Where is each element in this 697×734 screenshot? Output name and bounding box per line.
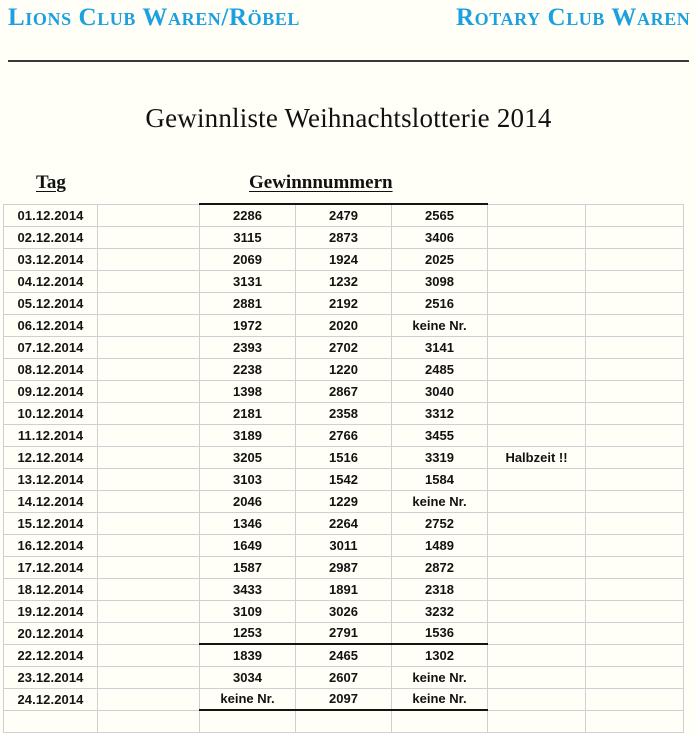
cell-winning-number: 3205	[200, 446, 296, 468]
cell-empty	[392, 710, 488, 732]
cell-note	[488, 468, 586, 490]
cell-date: 19.12.2014	[4, 600, 98, 622]
cell-trailing	[586, 336, 684, 358]
cell-spacer	[98, 358, 200, 380]
cell-winning-number: 2872	[392, 556, 488, 578]
table-row	[4, 270, 684, 292]
cell-winning-number: 2025	[392, 248, 488, 270]
cell-winning-number: 2393	[200, 336, 296, 358]
cell-date: 17.12.2014	[4, 556, 98, 578]
cell-trailing	[586, 666, 684, 688]
cell-winning-number: 1253	[200, 622, 296, 644]
cell-winning-number: 3098	[392, 270, 488, 292]
cell-winning-number: 3026	[296, 600, 392, 622]
cell-note	[488, 380, 586, 402]
cell-trailing	[586, 622, 684, 644]
table-row	[4, 490, 684, 512]
cell-winning-number: 2069	[200, 248, 296, 270]
table-row-empty	[4, 710, 684, 732]
cell-winning-number: 1302	[392, 644, 488, 666]
table-row	[4, 402, 684, 424]
cell-trailing	[586, 226, 684, 248]
cell-note	[488, 666, 586, 688]
table-row	[4, 248, 684, 270]
cell-winning-number: 1839	[200, 644, 296, 666]
cell-date: 15.12.2014	[4, 512, 98, 534]
cell-spacer	[98, 578, 200, 600]
cell-spacer	[98, 402, 200, 424]
cell-winning-number: 1649	[200, 534, 296, 556]
cell-date: 04.12.2014	[4, 270, 98, 292]
cell-winning-number: keine Nr.	[200, 688, 296, 710]
cell-date: 02.12.2014	[4, 226, 98, 248]
table-row	[4, 512, 684, 534]
cell-note	[488, 578, 586, 600]
cell-winning-number: 3103	[200, 468, 296, 490]
cell-trailing	[586, 512, 684, 534]
table-row	[4, 204, 684, 226]
cell-winning-number: 2479	[296, 204, 392, 226]
table-row	[4, 534, 684, 556]
cell-trailing	[586, 644, 684, 666]
cell-date: 22.12.2014	[4, 644, 98, 666]
cell-spacer	[98, 644, 200, 666]
cell-empty	[586, 710, 684, 732]
table-row	[4, 446, 684, 468]
cell-winning-number: 2286	[200, 204, 296, 226]
table-row	[4, 666, 684, 688]
cell-winning-number: 2046	[200, 490, 296, 512]
cell-winning-number: 1489	[392, 534, 488, 556]
cell-trailing	[586, 468, 684, 490]
cell-trailing	[586, 358, 684, 380]
cell-note	[488, 336, 586, 358]
cell-winning-number: 1229	[296, 490, 392, 512]
cell-date: 20.12.2014	[4, 622, 98, 644]
cell-note	[488, 622, 586, 644]
cell-winning-number: 3034	[200, 666, 296, 688]
cell-winning-number: 1542	[296, 468, 392, 490]
cell-trailing	[586, 248, 684, 270]
cell-empty	[488, 710, 586, 732]
table-row	[4, 226, 684, 248]
cell-date: 24.12.2014	[4, 688, 98, 710]
lions-club-name: Lions Club Waren/Röbel	[8, 4, 301, 31]
club-header-banner	[0, 0, 697, 54]
cell-winning-number: keine Nr.	[392, 314, 488, 336]
cell-winning-number: keine Nr.	[392, 688, 488, 710]
cell-winning-number: 2020	[296, 314, 392, 336]
cell-note	[488, 556, 586, 578]
cell-trailing	[586, 600, 684, 622]
cell-winning-number: 1346	[200, 512, 296, 534]
cell-winning-number: 2516	[392, 292, 488, 314]
cell-note	[488, 534, 586, 556]
cell-winning-number: 2192	[296, 292, 392, 314]
prize-table	[3, 203, 684, 733]
cell-winning-number: 1587	[200, 556, 296, 578]
cell-note	[488, 402, 586, 424]
cell-trailing	[586, 380, 684, 402]
cell-winning-number: 1398	[200, 380, 296, 402]
cell-winning-number: 2702	[296, 336, 392, 358]
cell-date: 12.12.2014	[4, 446, 98, 468]
cell-trailing	[586, 688, 684, 710]
cell-winning-number: 1584	[392, 468, 488, 490]
cell-date: 11.12.2014	[4, 424, 98, 446]
cell-spacer	[98, 248, 200, 270]
cell-winning-number: 1536	[392, 622, 488, 644]
cell-date: 23.12.2014	[4, 666, 98, 688]
cell-note	[488, 204, 586, 226]
cell-note	[488, 292, 586, 314]
column-heading-day: Tag	[36, 172, 66, 193]
cell-winning-number: 2881	[200, 292, 296, 314]
cell-winning-number: 3312	[392, 402, 488, 424]
cell-spacer	[98, 600, 200, 622]
table-row	[4, 688, 684, 710]
cell-date: 10.12.2014	[4, 402, 98, 424]
cell-trailing	[586, 402, 684, 424]
cell-winning-number: 2181	[200, 402, 296, 424]
cell-winning-number: 2465	[296, 644, 392, 666]
table-row	[4, 424, 684, 446]
cell-spacer	[98, 336, 200, 358]
cell-date: 06.12.2014	[4, 314, 98, 336]
cell-date: 08.12.2014	[4, 358, 98, 380]
table-row	[4, 468, 684, 490]
cell-winning-number: 2766	[296, 424, 392, 446]
cell-date: 09.12.2014	[4, 380, 98, 402]
cell-note	[488, 688, 586, 710]
cell-winning-number: 3406	[392, 226, 488, 248]
cell-winning-number: 1232	[296, 270, 392, 292]
cell-note	[488, 600, 586, 622]
cell-winning-number: 3040	[392, 380, 488, 402]
cell-winning-number: 3115	[200, 226, 296, 248]
cell-date: 05.12.2014	[4, 292, 98, 314]
cell-winning-number: 2607	[296, 666, 392, 688]
cell-winning-number: 2318	[392, 578, 488, 600]
cell-winning-number: 2264	[296, 512, 392, 534]
cell-trailing	[586, 534, 684, 556]
cell-winning-number: 3433	[200, 578, 296, 600]
cell-date: 07.12.2014	[4, 336, 98, 358]
cell-spacer	[98, 688, 200, 710]
cell-spacer	[98, 666, 200, 688]
cell-note: Halbzeit !!	[488, 446, 586, 468]
cell-trailing	[586, 314, 684, 336]
cell-trailing	[586, 446, 684, 468]
cell-trailing	[586, 270, 684, 292]
cell-spacer	[98, 556, 200, 578]
cell-empty	[4, 710, 98, 732]
cell-winning-number: 2238	[200, 358, 296, 380]
cell-date: 01.12.2014	[4, 204, 98, 226]
cell-spacer	[98, 468, 200, 490]
cell-spacer	[98, 226, 200, 248]
cell-spacer	[98, 446, 200, 468]
cell-spacer	[98, 314, 200, 336]
table-row	[4, 314, 684, 336]
table-row	[4, 358, 684, 380]
cell-winning-number: keine Nr.	[392, 666, 488, 688]
cell-note	[488, 248, 586, 270]
cell-note	[488, 358, 586, 380]
cell-trailing	[586, 556, 684, 578]
cell-trailing	[586, 292, 684, 314]
cell-date: 03.12.2014	[4, 248, 98, 270]
cell-winning-number: keine Nr.	[392, 490, 488, 512]
page-title: Gewinnliste Weihnachtslotterie 2014	[145, 103, 552, 133]
cell-trailing	[586, 204, 684, 226]
cell-winning-number: 1972	[200, 314, 296, 336]
cell-note	[488, 270, 586, 292]
cell-winning-number: 1516	[296, 446, 392, 468]
table-row	[4, 380, 684, 402]
cell-date: 13.12.2014	[4, 468, 98, 490]
cell-trailing	[586, 578, 684, 600]
cell-note	[488, 424, 586, 446]
cell-winning-number: 2791	[296, 622, 392, 644]
cell-winning-number: 3232	[392, 600, 488, 622]
cell-spacer	[98, 292, 200, 314]
header-divider-rule	[8, 60, 689, 62]
cell-spacer	[98, 380, 200, 402]
cell-winning-number: 2097	[296, 688, 392, 710]
cell-winning-number: 3455	[392, 424, 488, 446]
cell-winning-number: 2752	[392, 512, 488, 534]
cell-winning-number: 1220	[296, 358, 392, 380]
cell-winning-number: 2987	[296, 556, 392, 578]
cell-winning-number: 3189	[200, 424, 296, 446]
cell-note	[488, 314, 586, 336]
table-row	[4, 336, 684, 358]
cell-date: 18.12.2014	[4, 578, 98, 600]
cell-spacer	[98, 534, 200, 556]
cell-winning-number: 2867	[296, 380, 392, 402]
cell-trailing	[586, 490, 684, 512]
cell-spacer	[98, 622, 200, 644]
cell-date: 16.12.2014	[4, 534, 98, 556]
cell-winning-number: 3141	[392, 336, 488, 358]
cell-winning-number: 1924	[296, 248, 392, 270]
table-row	[4, 622, 684, 644]
table-row	[4, 556, 684, 578]
cell-empty	[200, 710, 296, 732]
table-row	[4, 578, 684, 600]
cell-note	[488, 512, 586, 534]
cell-spacer	[98, 424, 200, 446]
cell-empty	[296, 710, 392, 732]
cell-trailing	[586, 424, 684, 446]
cell-winning-number: 1891	[296, 578, 392, 600]
cell-note	[488, 226, 586, 248]
cell-note	[488, 644, 586, 666]
rotary-club-name: Rotary Club Waren	[456, 4, 691, 31]
cell-winning-number: 2873	[296, 226, 392, 248]
cell-winning-number: 2565	[392, 204, 488, 226]
cell-empty	[98, 710, 200, 732]
prize-table-sheet	[3, 203, 683, 733]
cell-winning-number: 3131	[200, 270, 296, 292]
column-heading-numbers: Gewinnnummern	[249, 172, 393, 193]
cell-winning-number: 3011	[296, 534, 392, 556]
cell-winning-number: 2358	[296, 402, 392, 424]
cell-spacer	[98, 204, 200, 226]
table-row	[4, 600, 684, 622]
cell-spacer	[98, 270, 200, 292]
table-row	[4, 644, 684, 666]
cell-winning-number: 3319	[392, 446, 488, 468]
cell-winning-number: 3109	[200, 600, 296, 622]
table-row	[4, 292, 684, 314]
cell-note	[488, 490, 586, 512]
cell-spacer	[98, 490, 200, 512]
cell-winning-number: 2485	[392, 358, 488, 380]
cell-date: 14.12.2014	[4, 490, 98, 512]
cell-spacer	[98, 512, 200, 534]
